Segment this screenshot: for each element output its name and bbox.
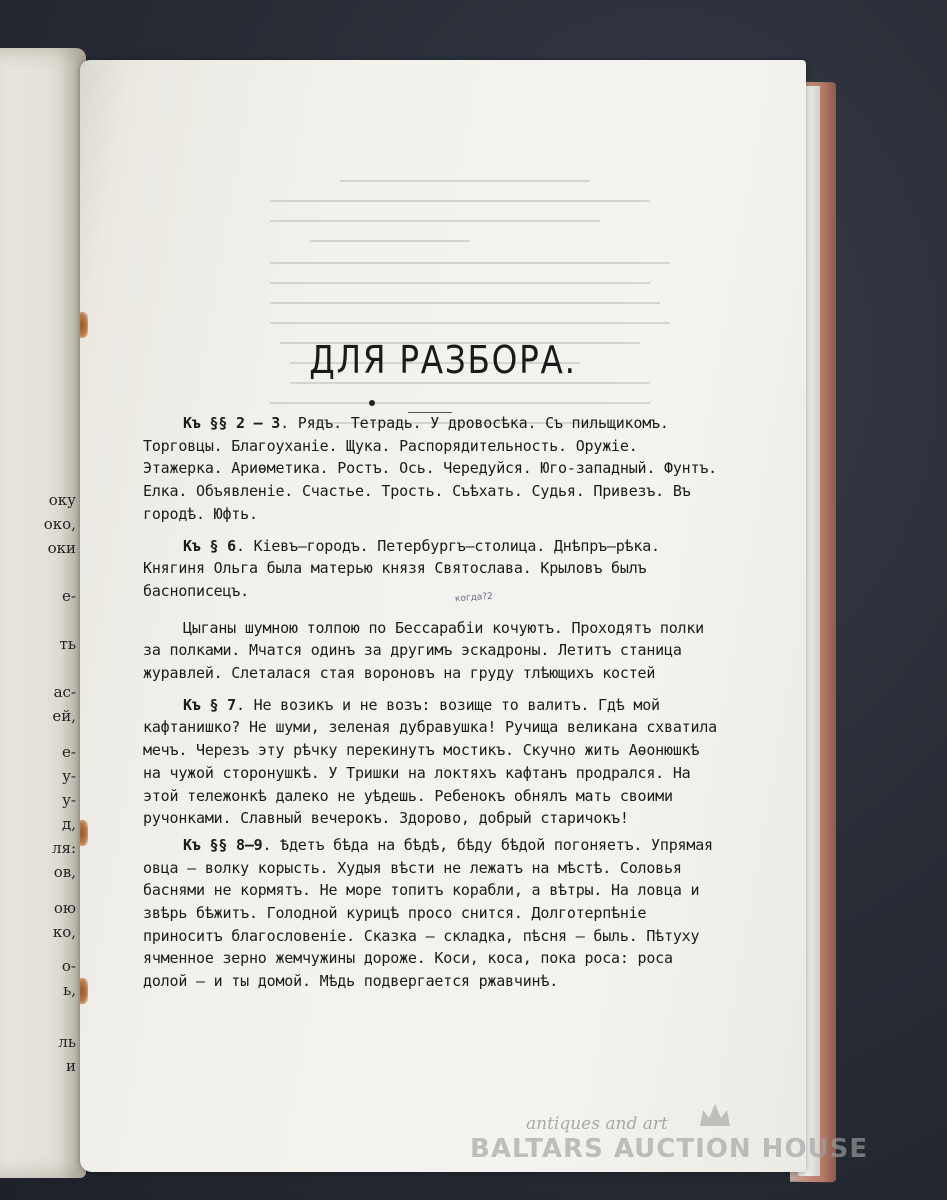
- rust-stain: [80, 978, 88, 1004]
- exercise-text: [143, 412, 723, 993]
- section-label: Къ § 7: [183, 695, 236, 714]
- watermark-name: BALTARS AUCTION HOUSE: [470, 1134, 869, 1164]
- paragraph-text: . Ѣдетъ бѣда на бѣдѣ, бѣду бѣдой погоняетъ. Упрямая овца — волку корысть. Худыя вѣсти не лежатъ на мѣстѣ. Соловья баснями не кормятъ. Не море топитъ корабли, а вѣтры. На ловца и звѣрь бѣжитъ. Голодной курицѣ просо снится. Долготерпѣніе приноситъ благословеніе. Сказка — складка, пѣсня — быль. Пѣтуху ячменное зерно жемчужины дороже. Коси, коса, пока роса: роса долой — и ты домой. Мѣдь подвергается ржавчинѣ.: [143, 835, 713, 991]
- paragraph: [143, 535, 723, 603]
- paragraph-text: . Кіевъ—городъ. Петербургъ—столица. Днѣпръ—рѣка. Княгиня Ольга была матерью князя Святослава. Крыловъ былъ баснописецъ.: [143, 536, 660, 600]
- paragraph-text: Цыганы шумною толпою по Бессарабіи кочуютъ. Проходятъ полки за полками. Мчатся одинъ за другимъ эскадроны. Летитъ станица журавлей. Слеталася стая вороновъ на груду тлѣющихъ костей: [143, 618, 705, 683]
- paragraph: [143, 412, 723, 526]
- watermark-tagline: antiques and art: [526, 1114, 668, 1134]
- pencil-annotation: когда?2: [454, 591, 494, 605]
- paragraph: [143, 617, 723, 685]
- title-dot: [369, 400, 375, 406]
- paragraph-text: . Рядъ. Тетрадь. У дровосѣка. Съ пильщикомъ. Торговцы. Благоуханіе. Щука. Распорядительность. Оружіе. Этажерка. Ариѳметика. Ростъ. Ось. Чередуйся. Юго-западный. Фунтъ. Елка. Объявленіе. Счастье. Трость. Съѣхать. Судья. Привезъ. Въ городѣ. Юфть.: [143, 414, 717, 523]
- left-page-text: оку око, оки е- ть ас- ей, е- у- у- д, ля: ов, ою ко, о- ь, ль и: [43, 491, 76, 1075]
- book-page: [80, 60, 806, 1172]
- page-title: ДЛЯ РАЗБОРА.: [309, 338, 577, 382]
- left-page: [0, 48, 86, 1178]
- paragraph: [143, 834, 723, 993]
- section-label: Къ §§ 2 — 3: [183, 414, 281, 432]
- section-label: Къ §§ 8—9: [183, 835, 263, 854]
- paragraph: [143, 694, 723, 830]
- rust-stain: [80, 312, 88, 338]
- rust-stain: [80, 820, 88, 846]
- section-label: Къ § 6: [183, 536, 236, 555]
- paragraph-text: . Не возикъ и не возъ: возище то валитъ. Гдѣ мой кафтанишко? Не шуми, зеленая дубравушка! Ручища великана схватила мечъ. Черезъ эту рѣчку перекинутъ мостикъ. Скучно жить Аѳонюшкѣ на чужой сторонушкѣ. У Тришки на локтяхъ кафтанъ продрался. На этой тележонкѣ далеко не уѣдешь. Ребенокъ обнялъ мать своими ручонками. Славный вечерокъ. Здорово, добрый старичокъ!: [143, 695, 717, 828]
